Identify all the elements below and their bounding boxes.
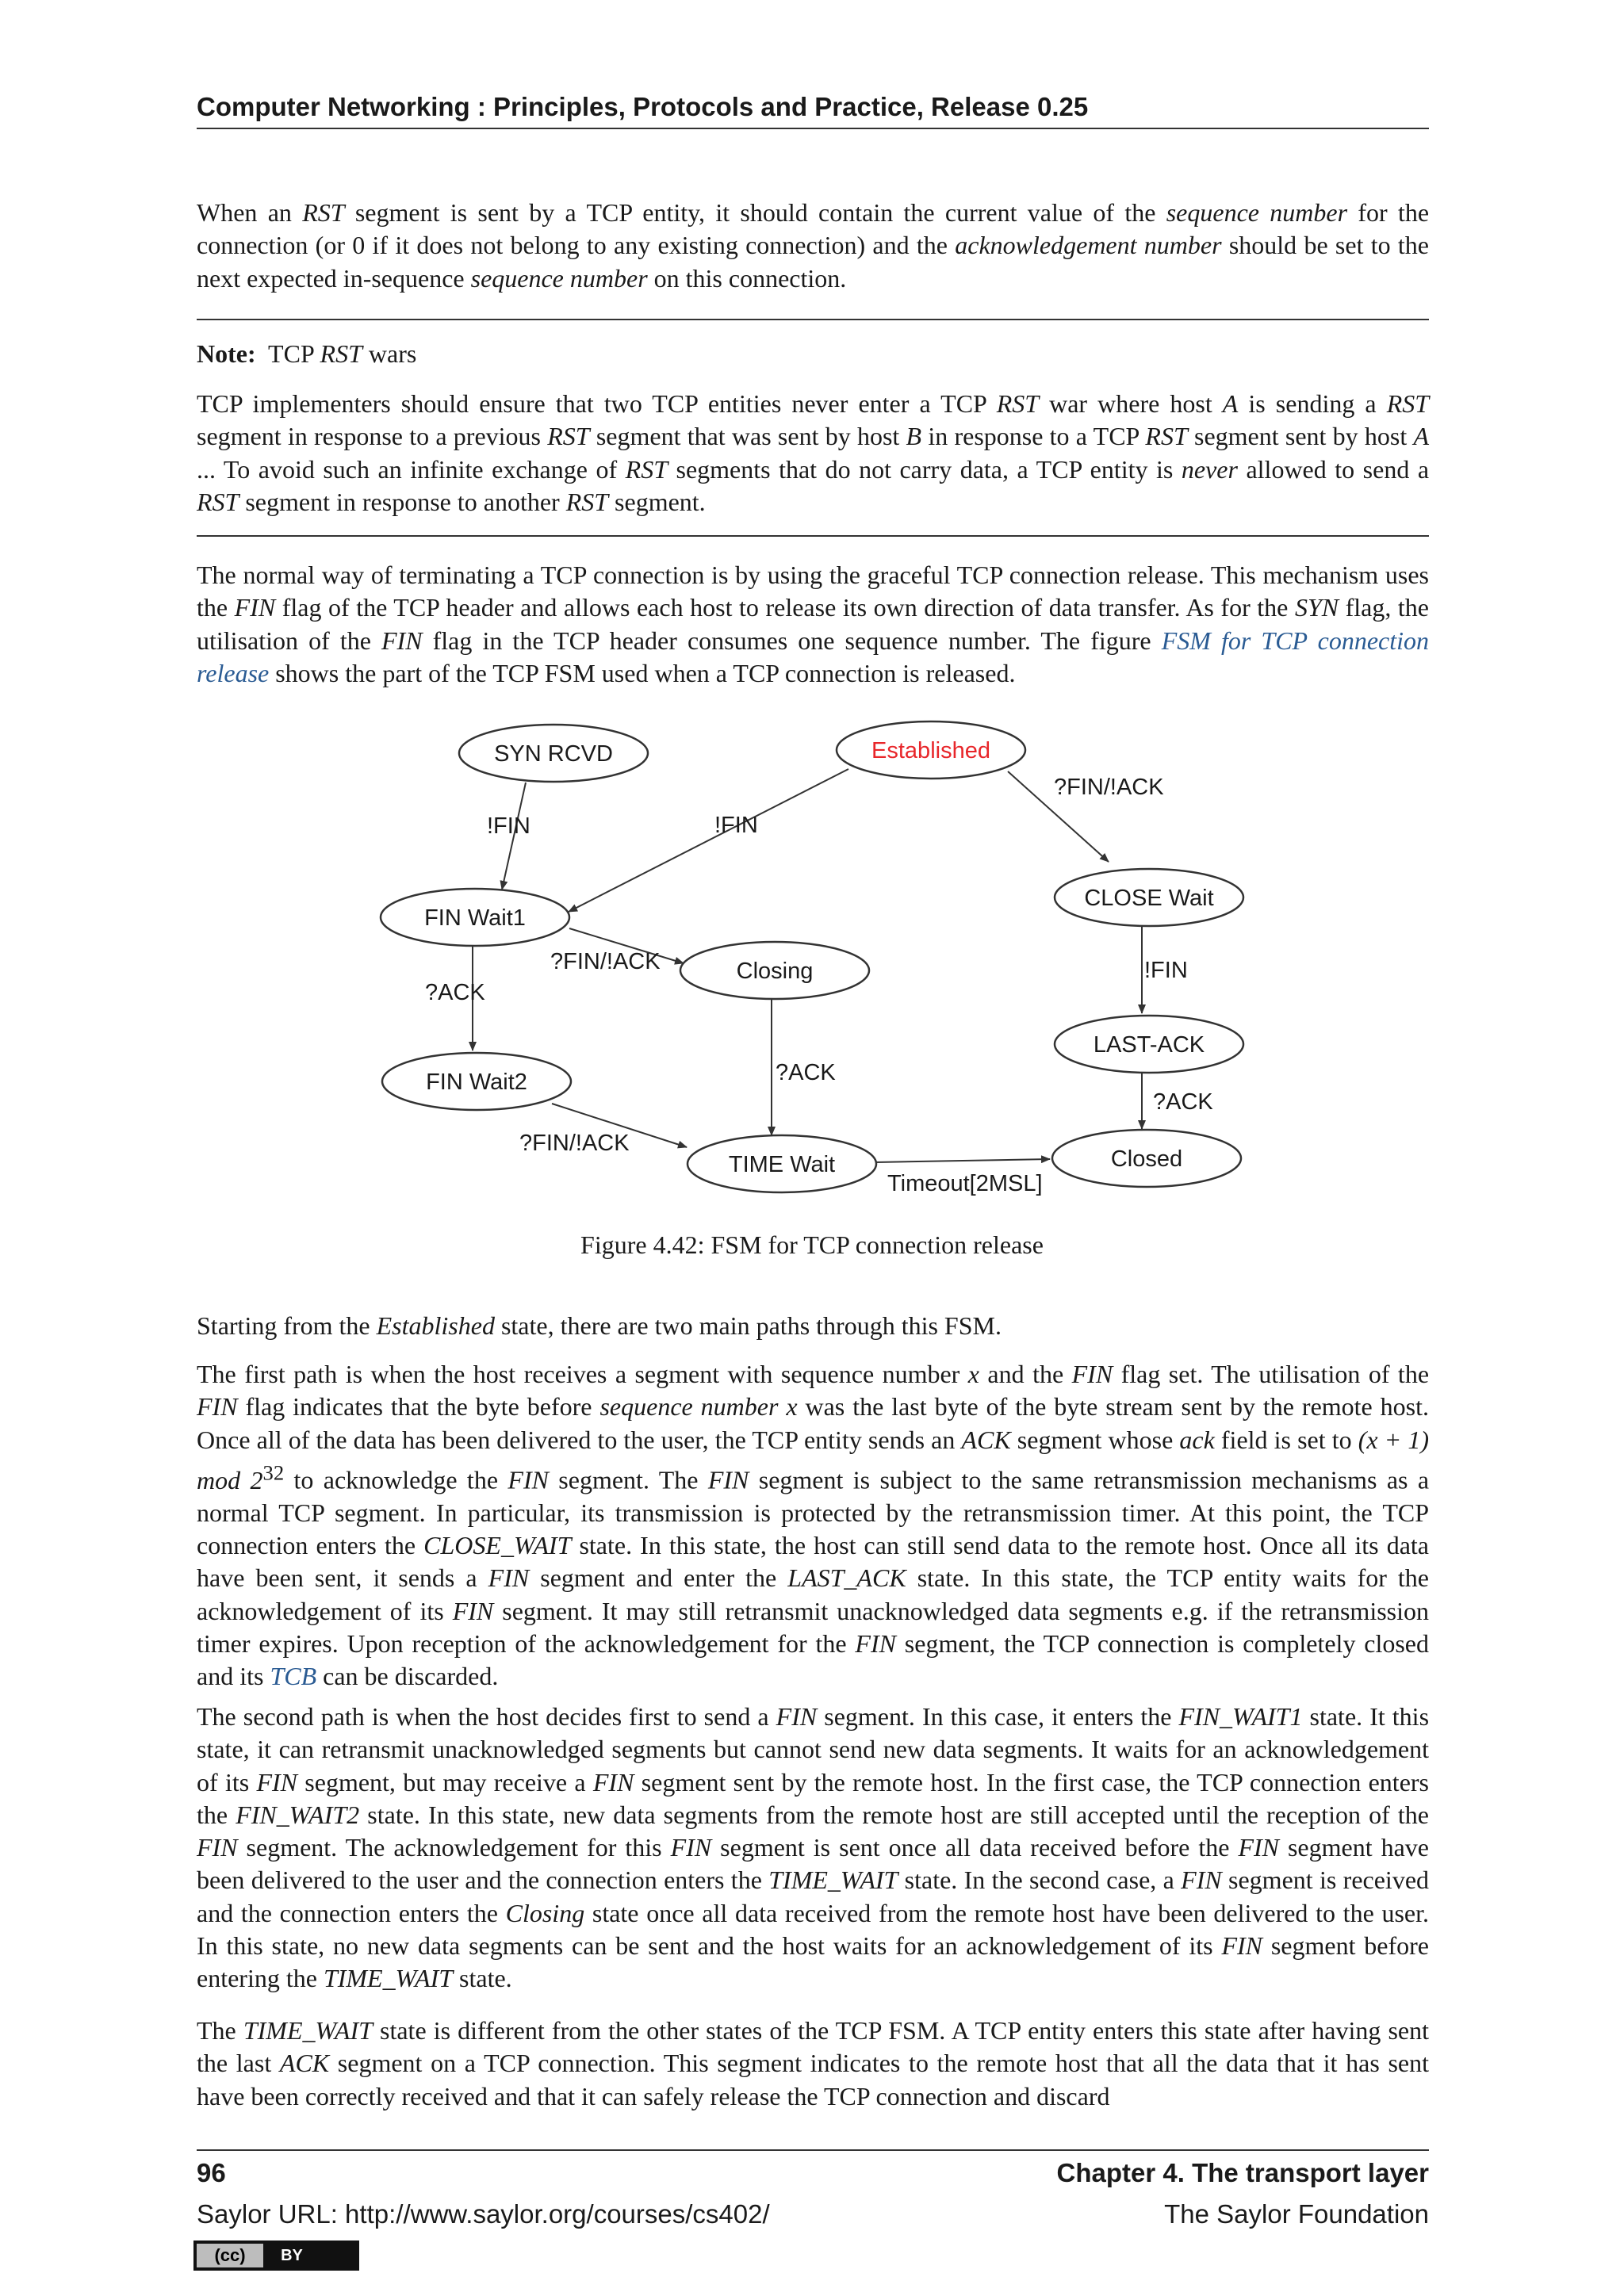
label-established-finack: ?FIN/!ACK [1054, 775, 1164, 800]
fsm-figure-link[interactable]: FSM for TCP connection release [197, 626, 1430, 687]
paths-intro: Starting from the Established state, there are two main paths through this FSM. [197, 1311, 1002, 1340]
label-timeout: Timeout[2MSL] [887, 1171, 1043, 1196]
label-finwait1-ack: ?ACK [425, 980, 485, 1005]
label-closewait-fin: !FIN [1144, 958, 1188, 983]
page-number: 96 [197, 2158, 226, 2187]
label-finwait1-finack: ?FIN/!ACK [550, 949, 661, 974]
chapter-title: Chapter 4. The transport layer [1056, 2158, 1429, 2187]
by-icon: BY [281, 2247, 303, 2264]
release-paragraph: The normal way of terminating a TCP connection is by using the graceful TCP connection release. This mechanism uses the FIN flag of the TCP header and allows each host to release its own direction of data transfer. As for the SYN flag, the utilisation of the FIN flag in the TCP header consumes one sequence number. The figure FSM for TCP connection release shows the part of the TCP FSM used when a TCP connection is released. [197, 561, 1430, 687]
edge-established-finwait1 [569, 769, 848, 912]
figure-caption: Figure 4.42: FSM for TCP connection release [580, 1230, 1044, 1259]
mod-formula: (x + 1) mod $2^{32}$ [197, 1425, 1430, 1494]
time-wait-paragraph: The TIME_WAIT state is different from the other states of the TCP FSM. A TCP entity enters this state after having sent the last ACK segment on a TCP connection. This segment indicates to the remote host that all the data that it has sent have been correctly received and that it can safely release the TCP connection and discard [197, 2016, 1430, 2110]
state-closed-label: Closed [1110, 1146, 1183, 1172]
cc-icon: (cc) [197, 2244, 263, 2267]
saylor-url[interactable]: Saylor URL: http://www.saylor.org/courses/cs402/ [197, 2199, 770, 2229]
first-path-paragraph: The first path is when the host receives a segment with sequence number x and the FIN flag set. The utilisation of the FIN flag indicates that the byte before sequence number x was the last byte of the byte stream sent by the remote host. Once all of the data has been delivered to the user, the TCP entity sends an ACK segment whose ack field is set to (x + 1) mod $2^{32}$ to acknowledge the FIN segment. The FIN segment is subject to the same retransmission mechanisms as a normal TCP segment. In particular, its transmission is protected by the retransmission timer. At this point, the TCP connection enters the CLOSE_WAIT state. In this state, the host can still send data to the remote host. Once all its data have been sent, it sends a FIN segment and enter the LAST_ACK state. In this state, the TCP entity waits for the acknowledgement of its FIN segment. It may still retransmit unacknowledged data segments e.g. if the retransmission timer expires. Upon reception of the acknowledgement for the FIN segment, the TCP connection is completely closed and its TCB can be discarded. [197, 1360, 1430, 1691]
state-fin-wait2-label: FIN Wait2 [426, 1070, 527, 1095]
cc-license-badge[interactable] [193, 2241, 359, 2271]
state-closing-label: Closing [736, 959, 814, 984]
label-synrcvd-fin: !FIN [487, 813, 530, 839]
second-path-paragraph: The second path is when the host decides first to send a FIN segment. In this case, it enters the FIN_WAIT1 state. It this state, it can retransmit unacknowledged segments but cannot send new data segments. It waits for an acknowledgement of its FIN segment, but may receive a FIN segment sent by the remote host. In the first case, the TCP connection enters the FIN_WAIT2 state. In this state, new data segments from the remote host are still accepted until the reception of the FIN segment. The acknowledgement for this FIN segment is sent once all data received before the FIN segment have been delivered to the user and the connection enters the TIME_WAIT state. In the second case, a FIN segment is received and the connection enters the Closing state once all data received from the remote host have been delivered to the user. In this state, no new data segments can be sent and the host waits for an acknowledgement of its FIN segment before entering the TIME_WAIT state. [197, 1702, 1430, 1993]
running-header: Computer Networking : Principles, Protocols and Practice, Release 0.25 [197, 92, 1089, 121]
label-lastack-ack: ?ACK [1153, 1089, 1213, 1115]
state-close-wait-label: CLOSE Wait [1084, 886, 1214, 911]
note-title: Note: TCP RST wars [197, 339, 417, 368]
foundation-name: The Saylor Foundation [1164, 2199, 1429, 2229]
state-last-ack-label: LAST-ACK [1093, 1032, 1205, 1058]
state-time-wait-label: TIME Wait [728, 1152, 836, 1177]
state-fin-wait1-label: FIN Wait1 [424, 905, 526, 931]
state-established-label: Established [871, 738, 990, 763]
label-established-fin: !FIN [714, 813, 758, 838]
edge-timewait-closed [875, 1159, 1050, 1162]
tcb-link[interactable]: TCB [270, 1662, 317, 1691]
state-syn-rcvd-label: SYN RCVD [494, 741, 613, 767]
footer-rule [197, 2149, 1429, 2151]
note-body: TCP implementers should ensure that two TCP entities never enter a TCP RST war where host A is sending a RST segment in response to a previous RST segment that was sent by host B in response to a TCP RST segment sent by host A ... To avoid such an infinite exchange of RST segments that do not carry data, a TCP entity is never allowed to send a RST segment in response to another RST segment. [197, 389, 1430, 516]
label-finwait2-finack: ?FIN/!ACK [519, 1131, 630, 1156]
rst-paragraph: When an RST segment is sent by a TCP entity, it should contain the current value of the sequence number for the connection (or 0 if it does not belong to any existing connection) and the acknowledgement number should be set to the next expected in-sequence sequence number on this connection. [197, 198, 1430, 293]
label-closing-ack: ?ACK [776, 1060, 836, 1085]
